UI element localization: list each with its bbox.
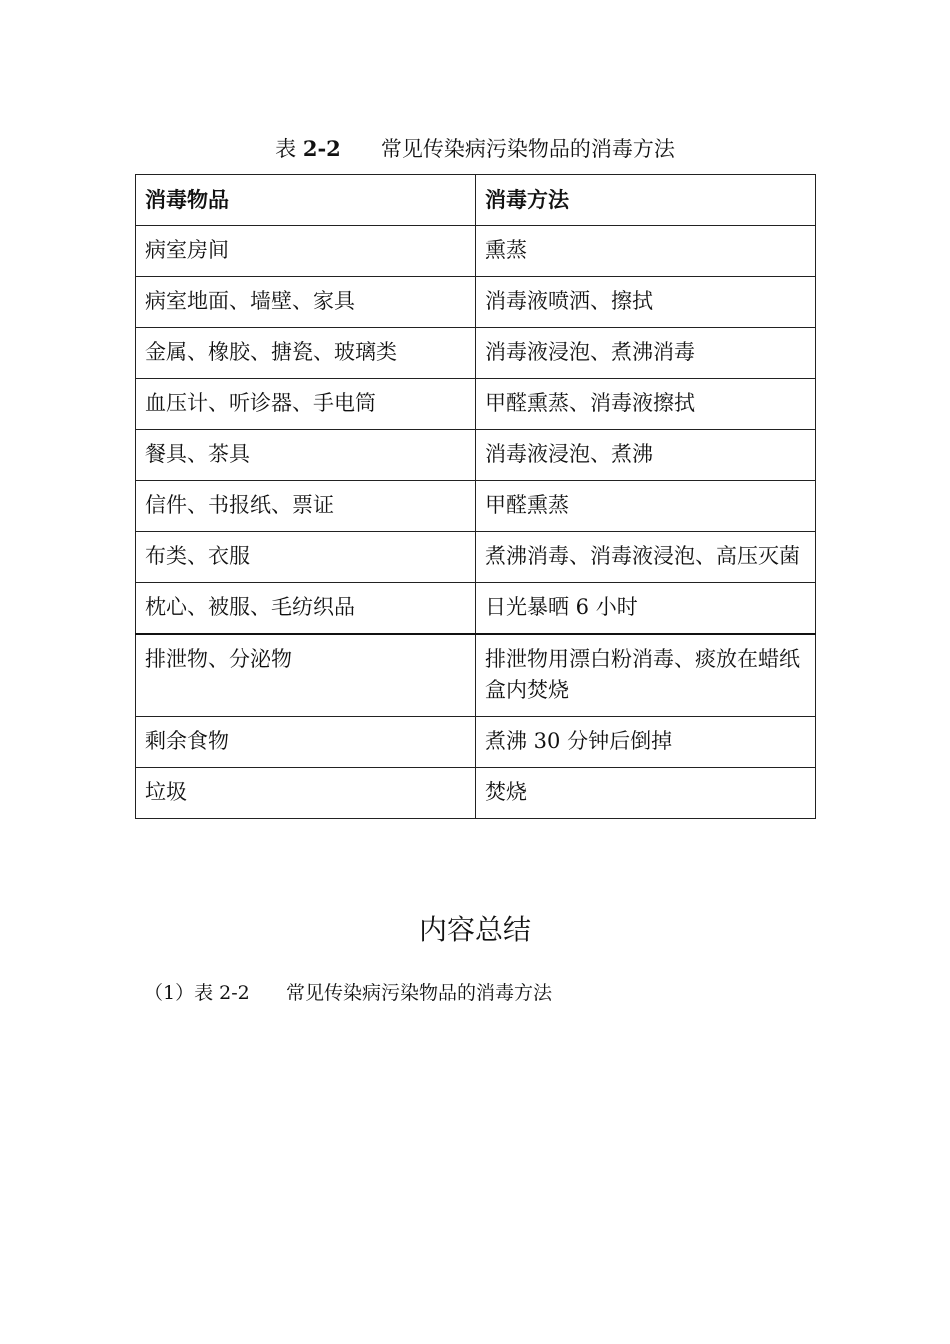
caption-prefix: 表: [275, 137, 303, 161]
method-cell: 熏蒸: [476, 226, 816, 277]
table-row: [136, 328, 816, 379]
method-cell: 煮沸 30 分钟后倒掉: [476, 717, 816, 768]
table-row: [136, 768, 816, 819]
method-cell: 消毒液浸泡、煮沸: [476, 430, 816, 481]
item-cell: 金属、橡胶、搪瓷、玻璃类: [136, 328, 476, 379]
method-cell: 日光暴晒 6 小时: [476, 583, 816, 635]
item-cell: 排泄物、分泌物: [136, 634, 476, 717]
item-cell: 病室房间: [136, 226, 476, 277]
method-cell: 消毒液喷洒、擦拭: [476, 277, 816, 328]
table-row: [136, 717, 816, 768]
table-header-row: [136, 175, 816, 226]
table-row: [136, 583, 816, 635]
table-row: [136, 277, 816, 328]
item-cell: 垃圾: [136, 768, 476, 819]
header-method: 消毒方法: [476, 175, 816, 226]
method-cell: 甲醛熏蒸: [476, 481, 816, 532]
summary-item: （1）表 2-2 常见传染病污染物品的消毒方法: [144, 982, 552, 1004]
caption-number: 2-2: [302, 136, 341, 161]
item-cell: 剩余食物: [136, 717, 476, 768]
method-cell: 煮沸消毒、消毒液浸泡、高压灭菌: [476, 532, 816, 583]
table-row: [136, 379, 816, 430]
item-cell: 病室地面、墙壁、家具: [136, 277, 476, 328]
item-cell: 血压计、听诊器、手电筒: [136, 379, 476, 430]
item-cell: 信件、书报纸、票证: [136, 481, 476, 532]
table-row: [136, 532, 816, 583]
item-cell: 枕心、被服、毛纺织品: [136, 583, 476, 635]
caption-title: 常见传染病污染物品的消毒方法: [380, 137, 675, 161]
method-cell: 排泄物用漂白粉消毒、痰放在蜡纸盒内焚烧: [476, 634, 816, 717]
summary-heading: 内容总结: [418, 913, 531, 946]
item-cell: 餐具、茶具: [136, 430, 476, 481]
header-item: 消毒物品: [136, 175, 476, 226]
table-caption: [0, 134, 950, 164]
method-cell: 甲醛熏蒸、消毒液擦拭: [476, 379, 816, 430]
item-cell: 布类、衣服: [136, 532, 476, 583]
table-row: [136, 634, 816, 717]
caption-gap: [341, 137, 381, 161]
table-row: [136, 430, 816, 481]
method-cell: 焚烧: [476, 768, 816, 819]
method-cell: 消毒液浸泡、煮沸消毒: [476, 328, 816, 379]
disinfection-table: [135, 174, 816, 819]
table-row: [136, 226, 816, 277]
table-row: [136, 481, 816, 532]
